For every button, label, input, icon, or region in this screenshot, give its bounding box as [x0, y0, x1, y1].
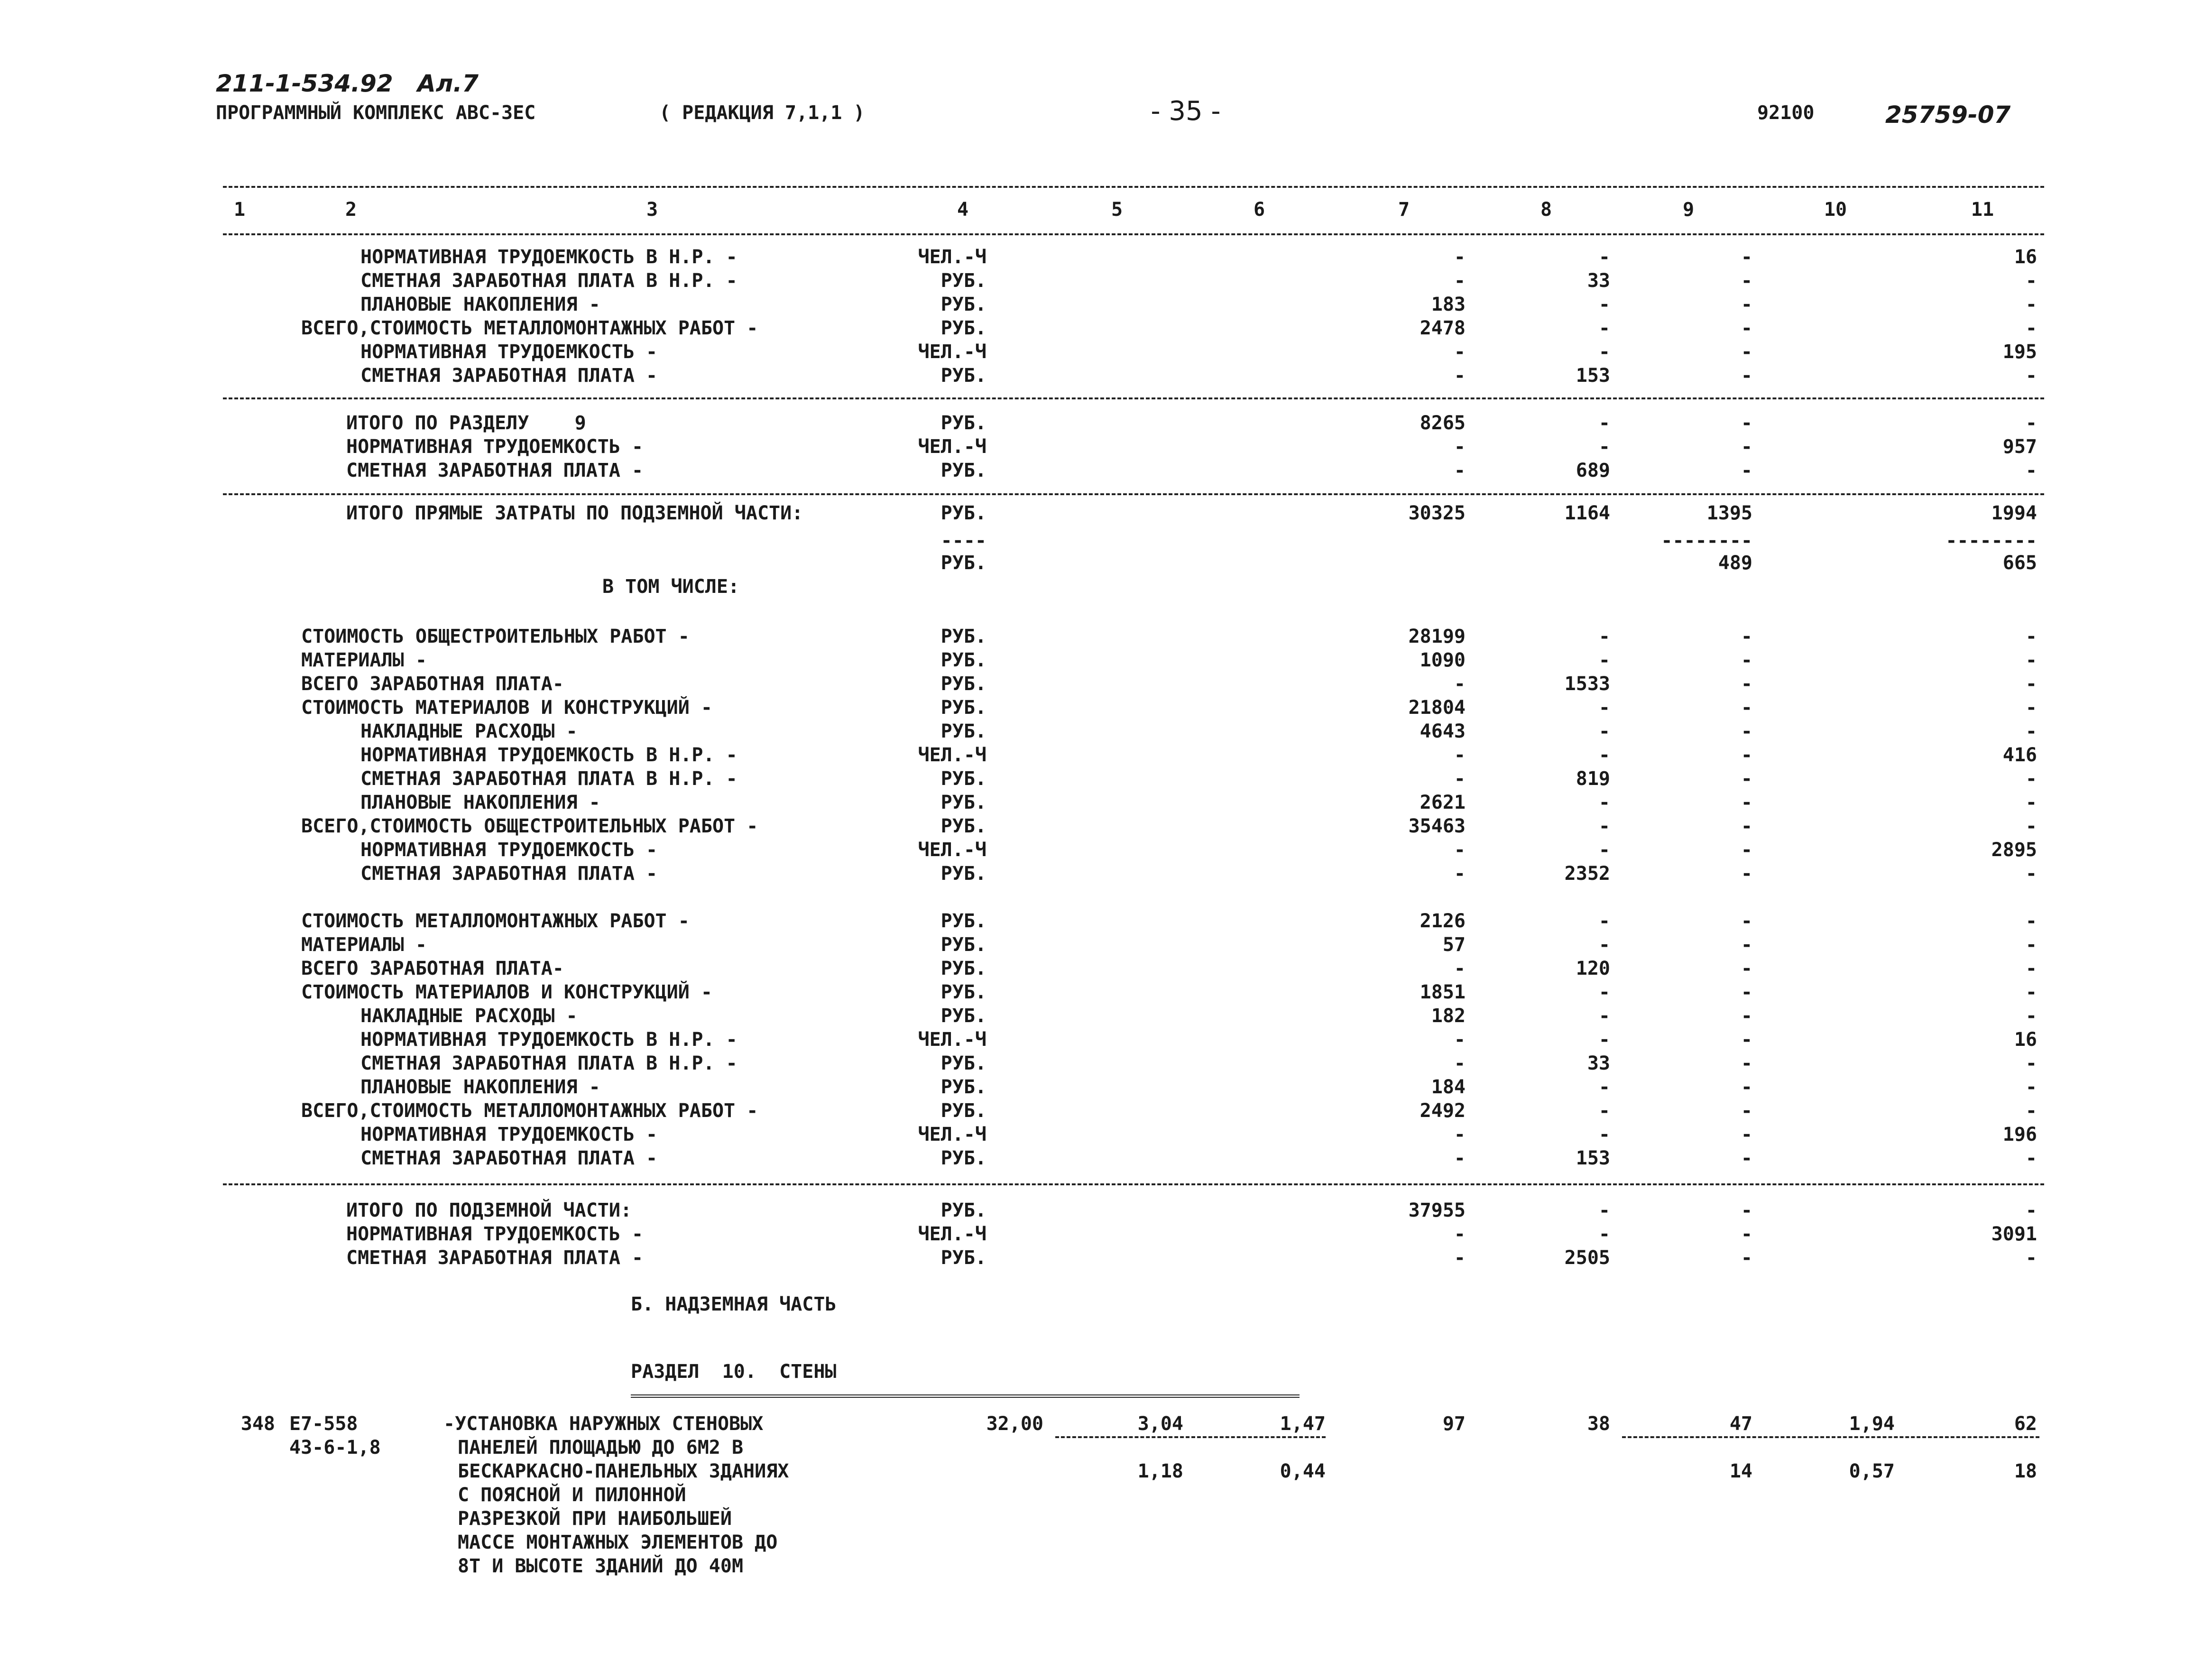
row-col7: - [1454, 673, 1466, 695]
row-col8: 153 [1576, 1147, 1610, 1169]
row-col8: 689 [1576, 460, 1610, 481]
row-label: НОРМАТИВНАЯ ТРУДОЕМКОСТЬ В Н.Р. - [360, 1029, 738, 1051]
row-col8: - [1598, 1029, 1610, 1051]
row-col9: - [1741, 1223, 1752, 1245]
row-col7: - [1454, 1052, 1466, 1074]
row-col11: - [2025, 720, 2037, 742]
row-col8: - [1598, 246, 1610, 268]
row-unit: РУБ. [940, 1100, 986, 1122]
row-unit: РУБ. [940, 768, 986, 790]
row-col9: - [1741, 246, 1752, 268]
row-unit: РУБ. [940, 1076, 986, 1098]
row-col7: - [1454, 863, 1466, 885]
row-col7: 35463 [1408, 815, 1466, 837]
row-col11: 957 [2002, 436, 2037, 458]
row-label: СТОИМОСТЬ ОБЩЕСТРОИТЕЛЬНЫХ РАБОТ - [301, 626, 690, 647]
program-edition: ( РЕДАКЦИЯ 7,1,1 ) [659, 102, 865, 124]
column-header-9: 9 [1682, 199, 1695, 221]
section-rule [223, 1183, 2044, 1185]
row-unit: РУБ. [940, 1005, 986, 1027]
row-col11: 196 [2002, 1124, 2037, 1145]
row-col11: 16 [2014, 246, 2037, 268]
item-description-line: РАЗРЕЗКОЙ ПРИ НАИБОЛЬШЕЙ [458, 1508, 732, 1530]
row-col8: - [1598, 697, 1610, 719]
row-col9: - [1741, 317, 1752, 339]
item-col5-wage: 1,18 [1137, 1460, 1183, 1482]
row-col8: 33 [1587, 270, 1610, 292]
row-col9: - [1741, 958, 1752, 979]
row-col11: - [2025, 958, 2037, 979]
row-col8: 120 [1576, 958, 1610, 979]
row-unit: РУБ. [940, 1247, 986, 1269]
row-col9: - [1741, 910, 1752, 932]
row-col7: 2478 [1420, 317, 1466, 339]
page-number: - 35 - [1151, 96, 1221, 127]
row-col9: - [1741, 815, 1752, 837]
row-col7: - [1454, 246, 1466, 268]
row-col9: 489 [1718, 552, 1752, 574]
row-col8: - [1598, 341, 1610, 363]
row-label: МАТЕРИАЛЫ - [301, 649, 427, 671]
row-col11: - [2025, 815, 2037, 837]
item-col5: 3,04 [1137, 1413, 1183, 1435]
row-col9: - [1741, 365, 1752, 387]
row-col9: - [1741, 839, 1752, 861]
row-col11: - [2025, 317, 2037, 339]
row-col11: - [2025, 863, 2037, 885]
row-unit: РУБ. [940, 270, 986, 292]
item-number: 348 [240, 1413, 275, 1435]
column-header-1: 1 [233, 199, 246, 221]
program-name: ПРОГРАММНЫЙ КОМПЛЕКС АВС-3ЕС [216, 102, 536, 124]
inventory-number: 25759-07 [1885, 101, 2011, 129]
row-col11: 1994 [1991, 502, 2037, 524]
row-col7: 182 [1431, 1005, 1466, 1027]
row-col7: - [1454, 958, 1466, 979]
row-label: ВСЕГО,СТОИМОСТЬ МЕТАЛЛОМОНТАЖНЫХ РАБОТ - [301, 317, 758, 339]
row-col8: - [1598, 934, 1610, 956]
row-col7: - [1454, 744, 1466, 766]
row-label: СТОИМОСТЬ МАТЕРИАЛОВ И КОНСТРУКЦИЙ - [301, 981, 712, 1003]
section-rule [223, 397, 2044, 399]
row-col9: - [1741, 863, 1752, 885]
row-col9: - [1741, 1005, 1752, 1027]
row-col11: 416 [2002, 744, 2037, 766]
row-label: МАТЕРИАЛЫ - [301, 934, 427, 956]
row-label: СМЕТНАЯ ЗАРАБОТНАЯ ПЛАТА - [346, 1247, 644, 1269]
row-label: ИТОГО ПО ПОДЗЕМНОЙ ЧАСТИ: [346, 1200, 632, 1221]
row-col11: - [2025, 1005, 2037, 1027]
item-quantity: 32,00 [986, 1413, 1043, 1435]
row-unit: ЧЕЛ.-Ч [918, 1124, 986, 1145]
row-unit: РУБ. [940, 317, 986, 339]
item-code: Е7-558 [289, 1413, 358, 1435]
row-col8: - [1598, 744, 1610, 766]
row-label: ВСЕГО ЗАРАБОТНАЯ ПЛАТА- [301, 673, 564, 695]
item-col11-wage: 18 [2014, 1460, 2037, 1482]
row-col7: - [1454, 1124, 1466, 1145]
row-label: НОРМАТИВНАЯ ТРУДОЕМКОСТЬ - [346, 1223, 644, 1245]
row-col8: - [1598, 1223, 1610, 1245]
row-label: В ТОМ ЧИСЛЕ: [602, 576, 739, 598]
row-col9: - [1741, 294, 1752, 315]
row-col9: - [1741, 744, 1752, 766]
row-label: СМЕТНАЯ ЗАРАБОТНАЯ ПЛАТА В Н.Р. - [360, 1052, 738, 1074]
row-label: СМЕТНАЯ ЗАРАБОТНАЯ ПЛАТА В Н.Р. - [360, 768, 738, 790]
section-underline [631, 1394, 1300, 1398]
row-unit: РУБ. [940, 1147, 986, 1169]
column-header-6: 6 [1253, 199, 1265, 221]
row-unit: РУБ. [940, 552, 986, 574]
row-col8: - [1598, 626, 1610, 647]
row-label: СМЕТНАЯ ЗАРАБОТНАЯ ПЛАТА - [360, 1147, 658, 1169]
item-description-line: БЕСКАРКАСНО-ПАНЕЛЬНЫХ ЗДАНИЯХ [458, 1460, 789, 1482]
row-label: НОРМАТИВНАЯ ТРУДОЕМКОСТЬ В Н.Р. - [360, 744, 738, 766]
item-reference: 43-6-1,8 [289, 1437, 381, 1458]
row-unit: РУБ. [940, 981, 986, 1003]
row-col11: - [2025, 981, 2037, 1003]
row-col9: - [1741, 436, 1752, 458]
row-unit: РУБ. [940, 626, 986, 647]
row-col9: - [1741, 1029, 1752, 1051]
row-unit: ЧЕЛ.-Ч [918, 1029, 986, 1051]
row-col8: 2505 [1564, 1247, 1610, 1269]
row-unit: РУБ. [940, 1052, 986, 1074]
row-col9: - [1741, 460, 1752, 481]
row-col11: - [2025, 1076, 2037, 1098]
item-description-line: -УСТАНОВКА НАРУЖНЫХ СТЕНОВЫХ [443, 1413, 764, 1435]
row-col9: - [1741, 697, 1752, 719]
row-col7: - [1454, 768, 1466, 790]
row-col9: -------- [1661, 530, 1752, 552]
row-label: СМЕТНАЯ ЗАРАБОТНАЯ ПЛАТА - [346, 460, 644, 481]
row-label: СТОИМОСТЬ МАТЕРИАЛОВ И КОНСТРУКЦИЙ - [301, 697, 712, 719]
row-label: ИТОГО ПРЯМЫЕ ЗАТРАТЫ ПО ПОДЗЕМНОЙ ЧАСТИ: [346, 502, 803, 524]
row-col9: - [1741, 720, 1752, 742]
row-col11: - [2025, 270, 2037, 292]
row-col7: - [1454, 1147, 1466, 1169]
row-label: НОРМАТИВНАЯ ТРУДОЕМКОСТЬ - [360, 1124, 658, 1145]
item-description-line: С ПОЯСНОЙ И ПИЛОННОЙ [458, 1484, 686, 1506]
row-col11: - [2025, 697, 2037, 719]
row-unit: РУБ. [940, 910, 986, 932]
row-col8: - [1598, 436, 1610, 458]
row-label: НОРМАТИВНАЯ ТРУДОЕМКОСТЬ - [360, 839, 658, 861]
row-col7: - [1454, 341, 1466, 363]
row-col9: - [1741, 1052, 1752, 1074]
row-col7: - [1454, 1223, 1466, 1245]
row-col7: 1851 [1420, 981, 1466, 1003]
row-col7: 8265 [1420, 412, 1466, 434]
row-col7: - [1454, 365, 1466, 387]
row-col11: - [2025, 460, 2037, 481]
row-col8: - [1598, 792, 1610, 813]
row-col11: - [2025, 412, 2037, 434]
row-unit: РУБ. [940, 365, 986, 387]
item-col10-wage: 0,57 [1849, 1460, 1895, 1482]
row-label: ПЛАНОВЫЕ НАКОПЛЕНИЯ - [360, 792, 600, 813]
row-col11: - [2025, 626, 2037, 647]
row-col7: - [1454, 460, 1466, 481]
row-col8: 2352 [1564, 863, 1610, 885]
row-col11: - [2025, 934, 2037, 956]
row-col11: 3091 [1991, 1223, 2037, 1245]
row-col11: - [2025, 294, 2037, 315]
row-col7: 2492 [1420, 1100, 1466, 1122]
row-col9: - [1741, 1200, 1752, 1221]
row-label: НАКЛАДНЫЕ РАСХОДЫ - [360, 720, 578, 742]
row-col8: - [1598, 1076, 1610, 1098]
row-col7: 184 [1431, 1076, 1466, 1098]
row-col7: 1090 [1420, 649, 1466, 671]
row-col9: - [1741, 792, 1752, 813]
row-col7: 2621 [1420, 792, 1466, 813]
row-col8: - [1598, 981, 1610, 1003]
row-col9: - [1741, 934, 1752, 956]
row-unit: РУБ. [940, 934, 986, 956]
row-col9: - [1741, 341, 1752, 363]
row-label: СМЕТНАЯ ЗАРАБОТНАЯ ПЛАТА - [360, 863, 658, 885]
row-col9: - [1741, 768, 1752, 790]
row-unit: РУБ. [940, 958, 986, 979]
row-col8: - [1598, 1100, 1610, 1122]
row-col7: 37955 [1408, 1200, 1466, 1221]
row-unit: ---- [940, 530, 986, 552]
column-header-8: 8 [1540, 199, 1552, 221]
row-col8: 153 [1576, 365, 1610, 387]
row-col8: 33 [1587, 1052, 1610, 1074]
column-header-11: 11 [1971, 199, 1994, 221]
item-col11: 62 [2014, 1413, 2037, 1435]
column-header-4: 4 [957, 199, 969, 221]
column-header-2: 2 [345, 199, 357, 221]
row-label: НОРМАТИВНАЯ ТРУДОЕМКОСТЬ - [346, 436, 644, 458]
item-col7: 97 [1442, 1413, 1466, 1435]
row-col11: - [2025, 1200, 2037, 1221]
section-title-above-ground: Б. НАДЗЕМНАЯ ЧАСТЬ [631, 1293, 837, 1315]
row-col7: 4643 [1420, 720, 1466, 742]
item-col8: 38 [1587, 1413, 1610, 1435]
item-subrule [1622, 1436, 2039, 1438]
row-label: НОРМАТИВНАЯ ТРУДОЕМКОСТЬ - [360, 341, 658, 363]
row-col7: 28199 [1408, 626, 1466, 647]
row-unit: РУБ. [940, 863, 986, 885]
row-label: НОРМАТИВНАЯ ТРУДОЕМКОСТЬ В Н.Р. - [360, 246, 738, 268]
item-description-line: МАССЕ МОНТАЖНЫХ ЭЛЕМЕНТОВ ДО [458, 1532, 778, 1553]
row-col9: - [1741, 1247, 1752, 1269]
row-col9: 1395 [1706, 502, 1752, 524]
row-col9: - [1741, 1147, 1752, 1169]
row-col11: - [2025, 365, 2037, 387]
row-col9: - [1741, 1076, 1752, 1098]
item-description-line: ПАНЕЛЕЙ ПЛОЩАДЬЮ ДО 6М2 В [458, 1437, 744, 1458]
row-col7: - [1454, 1247, 1466, 1269]
section-title-walls: РАЗДЕЛ 10. СТЕНЫ [631, 1361, 837, 1383]
item-col6: 1,47 [1280, 1413, 1326, 1435]
row-col9: - [1741, 626, 1752, 647]
row-label: ПЛАНОВЫЕ НАКОПЛЕНИЯ - [360, 1076, 600, 1098]
row-unit: ЧЕЛ.-Ч [918, 341, 986, 363]
item-col6-wage: 0,44 [1280, 1460, 1326, 1482]
row-col8: 1164 [1564, 502, 1610, 524]
row-unit: РУБ. [940, 720, 986, 742]
row-col11: 195 [2002, 341, 2037, 363]
row-col11: 16 [2014, 1029, 2037, 1051]
album-number: Ал.7 [417, 70, 479, 97]
row-col8: - [1598, 294, 1610, 315]
row-col7: 21804 [1408, 697, 1466, 719]
row-col7: - [1454, 270, 1466, 292]
row-label: ВСЕГО,СТОИМОСТЬ ОБЩЕСТРОИТЕЛЬНЫХ РАБОТ - [301, 815, 758, 837]
item-col10: 1,94 [1849, 1413, 1895, 1435]
row-label: НАКЛАДНЫЕ РАСХОДЫ - [360, 1005, 578, 1027]
row-label: СТОИМОСТЬ МЕТАЛЛОМОНТАЖНЫХ РАБОТ - [301, 910, 690, 932]
row-col9: - [1741, 649, 1752, 671]
row-col8: - [1598, 317, 1610, 339]
row-col7: - [1454, 1029, 1466, 1051]
item-col9-wage: 14 [1729, 1460, 1752, 1482]
row-label: ВСЕГО,СТОИМОСТЬ МЕТАЛЛОМОНТАЖНЫХ РАБОТ - [301, 1100, 758, 1122]
row-col8: - [1598, 1005, 1610, 1027]
row-col7: 2126 [1420, 910, 1466, 932]
header-code: 92100 [1757, 102, 1815, 124]
row-unit: РУБ. [940, 815, 986, 837]
row-col11: - [2025, 1052, 2037, 1074]
row-unit: РУБ. [940, 673, 986, 695]
row-label: ВСЕГО ЗАРАБОТНАЯ ПЛАТА- [301, 958, 564, 979]
row-label: ПЛАНОВЫЕ НАКОПЛЕНИЯ - [360, 294, 600, 315]
table-top-rule [223, 186, 2044, 188]
row-col11: - [2025, 792, 2037, 813]
row-col8: - [1598, 839, 1610, 861]
row-col11: - [2025, 1247, 2037, 1269]
row-col11: 665 [2002, 552, 2037, 574]
row-unit: ЧЕЛ.-Ч [918, 744, 986, 766]
row-unit: РУБ. [940, 649, 986, 671]
row-col8: - [1598, 1200, 1610, 1221]
row-label: ИТОГО ПО РАЗДЕЛУ 9 [346, 412, 586, 434]
row-col7: 57 [1442, 934, 1466, 956]
row-col8: - [1598, 1124, 1610, 1145]
row-col8: - [1598, 720, 1610, 742]
row-col8: 819 [1576, 768, 1610, 790]
item-description-line: 8Т И ВЫСОТЕ ЗДАНИЙ ДО 40М [458, 1555, 744, 1577]
column-header-5: 5 [1111, 199, 1123, 221]
row-col11: - [2025, 768, 2037, 790]
row-col8: - [1598, 910, 1610, 932]
row-unit: РУБ. [940, 502, 986, 524]
item-subrule [1055, 1436, 1326, 1438]
row-label: СМЕТНАЯ ЗАРАБОТНАЯ ПЛАТА - [360, 365, 658, 387]
row-col7: 30325 [1408, 502, 1466, 524]
row-col7: - [1454, 436, 1466, 458]
column-header-rule [223, 233, 2044, 235]
row-col9: - [1741, 1124, 1752, 1145]
row-col11: 2895 [1991, 839, 2037, 861]
column-header-10: 10 [1824, 199, 1847, 221]
row-col7: - [1454, 839, 1466, 861]
column-header-3: 3 [646, 199, 658, 221]
document-code: 211-1-534.92 [216, 70, 393, 97]
row-col11: - [2025, 649, 2037, 671]
row-col8: - [1598, 649, 1610, 671]
row-col11: - [2025, 1147, 2037, 1169]
row-col8: 1533 [1564, 673, 1610, 695]
row-col7: 183 [1431, 294, 1466, 315]
row-col9: - [1741, 1100, 1752, 1122]
row-label: СМЕТНАЯ ЗАРАБОТНАЯ ПЛАТА В Н.Р. - [360, 270, 738, 292]
row-unit: ЧЕЛ.-Ч [918, 1223, 986, 1245]
item-col9: 47 [1729, 1413, 1752, 1435]
row-col9: - [1741, 412, 1752, 434]
row-col9: - [1741, 981, 1752, 1003]
row-unit: РУБ. [940, 294, 986, 315]
row-unit: ЧЕЛ.-Ч [918, 246, 986, 268]
row-col11: - [2025, 910, 2037, 932]
row-unit: РУБ. [940, 1200, 986, 1221]
row-col11: - [2025, 1100, 2037, 1122]
row-col9: - [1741, 673, 1752, 695]
row-unit: РУБ. [940, 412, 986, 434]
row-unit: РУБ. [940, 697, 986, 719]
section-rule [223, 493, 2044, 495]
row-unit: ЧЕЛ.-Ч [918, 436, 986, 458]
row-unit: РУБ. [940, 792, 986, 813]
row-col11: -------- [1945, 530, 2037, 552]
row-col8: - [1598, 815, 1610, 837]
column-header-7: 7 [1398, 199, 1410, 221]
row-unit: РУБ. [940, 460, 986, 481]
row-col8: - [1598, 412, 1610, 434]
row-unit: ЧЕЛ.-Ч [918, 839, 986, 861]
row-col11: - [2025, 673, 2037, 695]
row-col9: - [1741, 270, 1752, 292]
